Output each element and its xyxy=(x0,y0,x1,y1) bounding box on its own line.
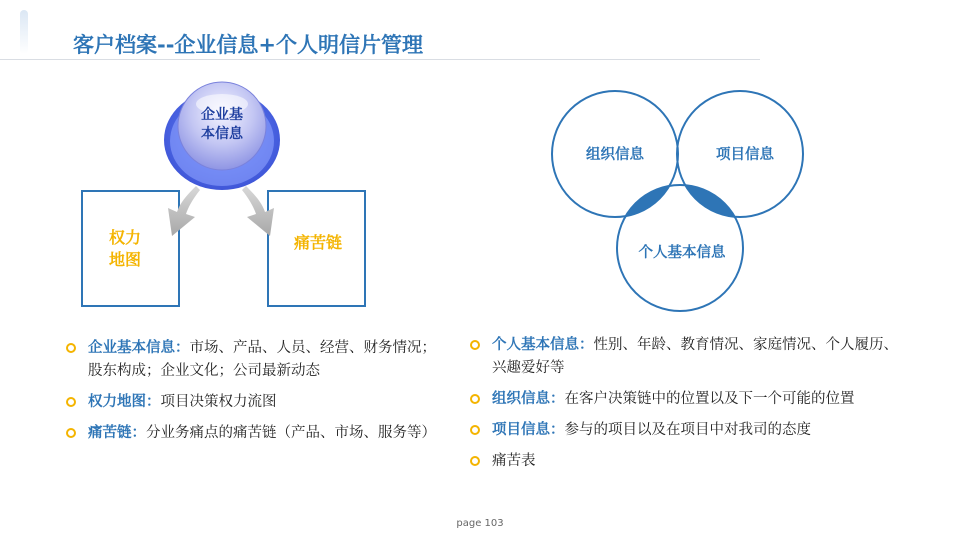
list-item-text: 在客户决策链中的位置以及下一个可能的位置 xyxy=(564,391,855,407)
list-item-term: 组织信息： xyxy=(492,391,565,407)
bullet-ring-icon xyxy=(66,397,76,407)
slide-title: 客户档案--企业信息+个人明信片管理 xyxy=(73,33,424,57)
center-bubble-line-1: 企业基 xyxy=(201,107,243,123)
page-number: page 103 xyxy=(456,518,504,529)
list-item-text: 分业务痛点的痛苦链（产品、市场、服务等） xyxy=(146,425,436,441)
list-item-term: 权力地图： xyxy=(88,394,161,410)
power-map-label-line-2: 地图 xyxy=(108,250,142,269)
list-item-text: 痛苦表 xyxy=(492,453,536,469)
pain-chain-label: 痛苦链 xyxy=(293,233,343,252)
venn-label-project: 项目信息 xyxy=(716,147,774,163)
list-item xyxy=(468,388,908,411)
center-bubble-line-2: 本信息 xyxy=(201,126,243,142)
list-item xyxy=(64,391,444,414)
bullet-ring-icon xyxy=(470,425,480,435)
list-item xyxy=(468,450,908,473)
bullet-ring-icon xyxy=(470,456,480,466)
list-item-term: 项目信息： xyxy=(492,422,565,438)
left-bullet-list xyxy=(64,337,444,453)
list-item xyxy=(64,422,444,445)
bullet-ring-icon xyxy=(470,340,480,350)
venn-label-org: 组织信息 xyxy=(586,147,644,163)
list-item xyxy=(64,337,444,383)
venn-diagram xyxy=(552,91,803,311)
bullet-ring-icon xyxy=(66,428,76,438)
bullet-ring-icon xyxy=(470,394,480,404)
list-item xyxy=(468,334,908,380)
list-item-text: 市场、产品、人员、经营、财务情况；股东构成；企业文化；公司最新动态 xyxy=(88,340,436,379)
list-item-text: 性别、年龄、教育情况、家庭情况、个人履历、兴趣爱好等 xyxy=(492,337,898,376)
list-item-term: 企业基本信息： xyxy=(88,340,190,356)
list-item-text: 参与的项目以及在项目中对我司的态度 xyxy=(564,422,811,438)
list-item xyxy=(468,419,908,442)
list-item-text: 项目决策权力流图 xyxy=(160,394,277,410)
right-bullet-list xyxy=(468,334,908,481)
power-map-label-line-1: 权力 xyxy=(108,228,142,247)
list-item-term: 个人基本信息： xyxy=(492,337,594,353)
venn-label-personal: 个人基本信息 xyxy=(638,245,726,261)
left-box-power-map xyxy=(82,191,179,306)
bullet-ring-icon xyxy=(66,343,76,353)
list-item-term: 痛苦链： xyxy=(88,425,146,441)
